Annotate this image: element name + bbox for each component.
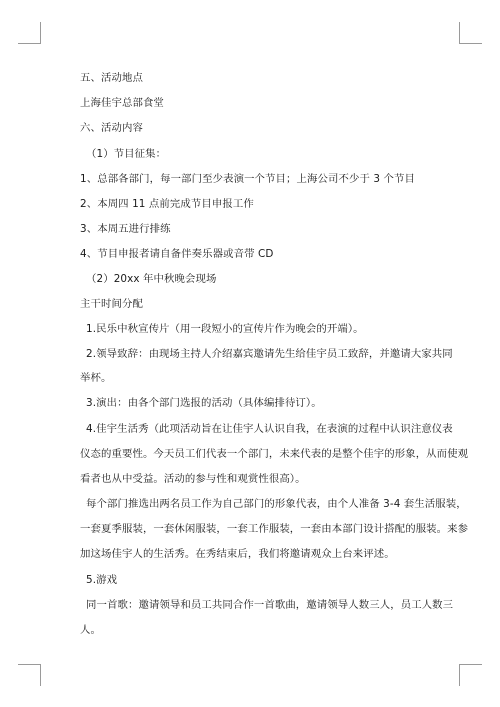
paragraph: 每个部门推选出两名员工作为自己部门的形象代表，由个人准备 3-4 套生活服装， — [86, 498, 467, 510]
paragraph: 3.演出：由各个部门选报的活动（具体编排待订）。 — [86, 397, 322, 409]
crop-mark-bottom-right — [459, 664, 460, 686]
crop-mark-bottom-left — [40, 664, 41, 686]
paragraph: 4.佳宇生活秀（此项活动旨在让佳宇人认识自我，在表演的过程中认识注意仪表 — [86, 423, 453, 435]
paragraph-heading: 5.游戏 — [86, 574, 118, 586]
venue-text: 上海佳宇总部食堂 — [80, 97, 164, 109]
subheading-program-collection: （1）节目征集： — [86, 148, 167, 160]
subheading-gala-site: （2）20xx 年中秋晚会现场 — [86, 273, 217, 285]
paragraph: 同一首歌：邀请领导和员工共同合作一首歌曲，邀请领导人数三人，员工人数三 — [86, 599, 454, 611]
paragraph-continuation: 人。 — [80, 624, 101, 636]
crop-mark-top-left — [18, 43, 40, 44]
list-item: 3、本周五进行排练 — [80, 223, 171, 235]
list-item: 2、本周四 11 点前完成节目申报工作 — [80, 198, 254, 210]
list-item: 4、节目申报者请自备伴奏乐器或音带 CD — [80, 248, 274, 260]
crop-mark-top-right — [460, 43, 482, 44]
section-heading-venue: 五、活动地点 — [80, 72, 143, 84]
section-heading-content: 六、活动内容 — [80, 122, 143, 134]
list-item: 1、总部各部门，每一部门至少表演一个节目；上海公司不少于 3 个节目 — [80, 173, 415, 185]
crop-mark-top-right — [459, 22, 460, 44]
paragraph-continuation: 一套夏季服装，一套休闲服装，一套工作服装，一套由本部门设计搭配的服装。来参 — [80, 523, 469, 535]
paragraph-heading: 主干时间分配 — [80, 298, 143, 310]
crop-mark-bottom-left — [18, 664, 40, 665]
crop-mark-bottom-right — [460, 664, 482, 665]
paragraph: 1.民乐中秋宣传片（用一段短小的宣传片作为晚会的开端）。 — [86, 323, 364, 335]
paragraph-continuation: 加这场佳宇人的生活秀。在秀结束后，我们将邀请观众上台来评述。 — [80, 548, 395, 560]
crop-mark-top-left — [40, 22, 41, 44]
paragraph-continuation: 看者也从中受益。活动的参与性和观赏性很高）。 — [80, 473, 306, 485]
paragraph: 2.领导致辞：由现场主持人介绍嘉宾邀请先生给佳宇员工致辞，并邀请大家共同 — [86, 348, 453, 360]
paragraph-continuation: 举杯。 — [80, 372, 112, 384]
paragraph-continuation: 仪态的重要性。今天员工们代表一个部门，未来代表的是整个佳宇的形象，从而使观 — [80, 448, 469, 460]
